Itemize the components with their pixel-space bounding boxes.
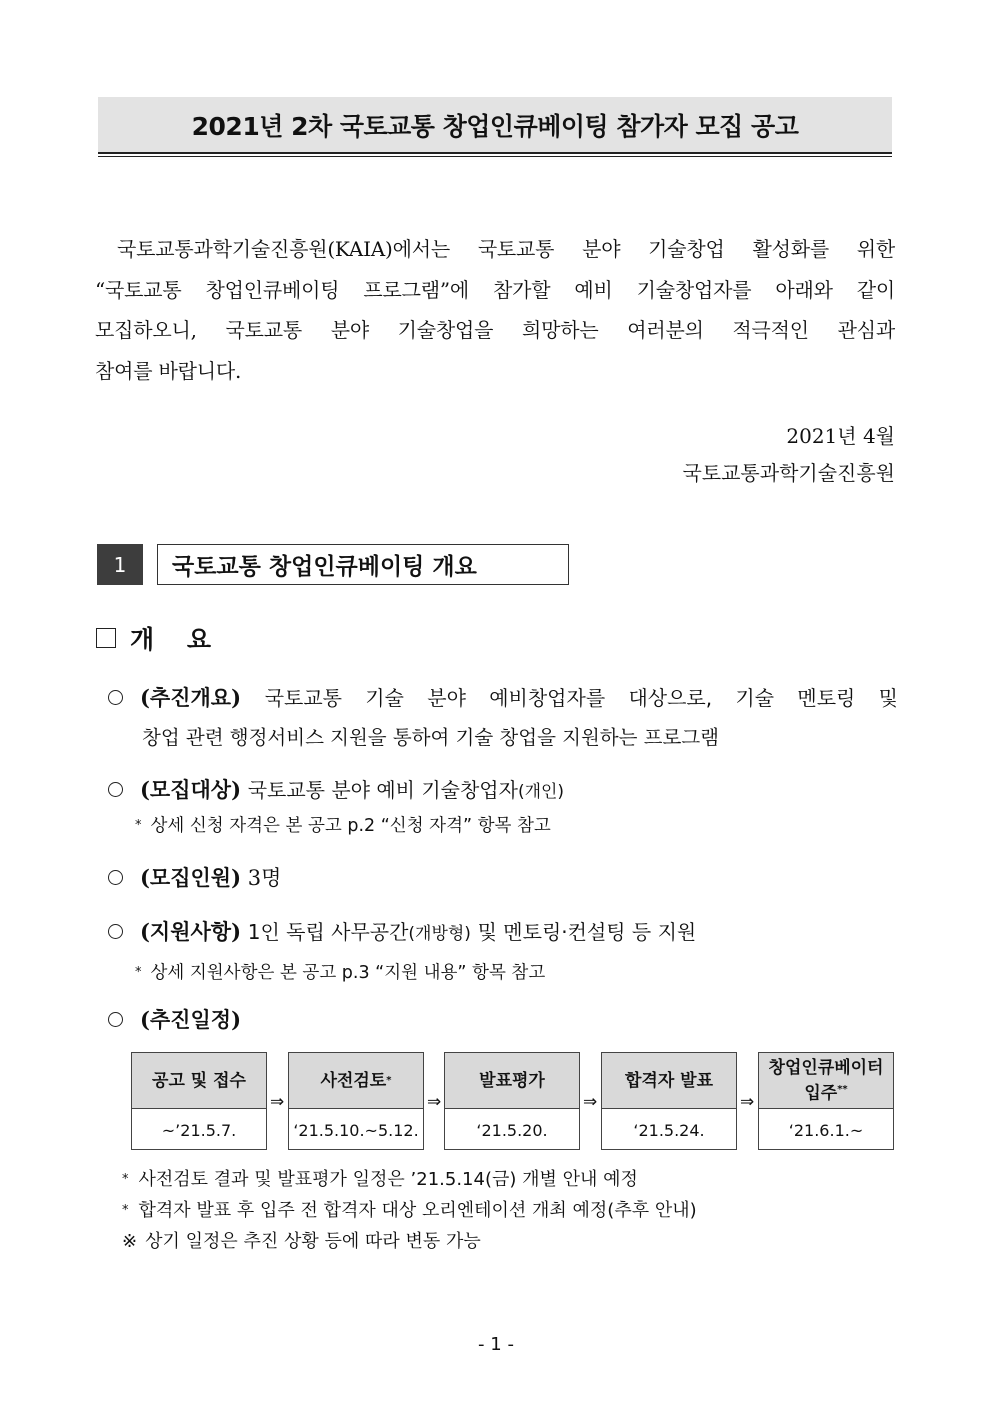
bullet-text: 1인 독립 사무공간 (247, 920, 409, 944)
asterisk-icon: * (122, 1203, 129, 1218)
reference-mark-icon: ※ (122, 1231, 138, 1252)
intro-paragraph (95, 229, 895, 391)
issuing-organization: 국토교통과학기술진흥원 (682, 461, 895, 485)
intro-line: 참여를 바랍니다. (95, 358, 242, 383)
intro-line: 모집하오니, 국토교통 분야 기술창업을 희망하는 여러분의 적극적인 관심과 (95, 318, 895, 342)
footnote: * 사전검토 결과 및 발표평가 일정은 ’21.5.14(금) 개별 안내 예정 (122, 1169, 638, 1190)
circle-bullet-icon (108, 690, 123, 705)
schedule-step (288, 1052, 424, 1150)
bullet-target (108, 770, 564, 812)
bullet-text: 국토교통 기술 분야 예비창업자를 대상으로, 기술 멘토링 및 (264, 686, 898, 710)
issue-date: 2021년 4월 (786, 424, 895, 448)
document-title: 2021년 2차 국토교통 창업인큐베이팅 참가자 모집 공고 (98, 97, 892, 152)
bullet-label: (모집인원) (140, 865, 242, 890)
subsection-heading (96, 620, 223, 656)
bullet-note (135, 812, 551, 837)
schedule-step-date: ‘21.5.10.~5.12. (293, 1120, 419, 1140)
schedule-footnotes (122, 1165, 697, 1256)
schedule-step-date: ‘21.5.24. (633, 1120, 705, 1140)
section-number: 1 (97, 544, 143, 585)
title-underline-thin (98, 156, 892, 157)
subsection-heading-text: 개 요 (130, 625, 224, 654)
circle-bullet-icon (108, 782, 123, 797)
right-arrow-icon: ⇒ (740, 1092, 755, 1112)
square-bullet-icon (96, 628, 116, 648)
bullet-label: (지원사항) (140, 919, 242, 944)
bullet-note (135, 959, 545, 984)
intro-line: “국토교통 창업인큐베이팅 프로그램”에 참가할 예비 기술창업자를 아래와 같이 (95, 277, 895, 302)
asterisk-icon: * (122, 1172, 129, 1187)
right-arrow-icon: ⇒ (427, 1092, 442, 1112)
bullet-overview (108, 678, 898, 758)
schedule-step-title: 사전검토 * (289, 1053, 423, 1109)
footnote: ※ 상기 일정은 추진 상황 등에 따라 변동 가능 (122, 1231, 481, 1252)
bullet-label: (추진개요) (140, 685, 242, 710)
bullet-schedule (108, 1000, 241, 1040)
right-arrow-icon: ⇒ (270, 1092, 285, 1112)
schedule-step-title: 공고 및 접수 (132, 1053, 266, 1109)
section-title: 국토교통 창업인큐베이팅 개요 (157, 544, 569, 585)
circle-bullet-icon (108, 924, 123, 939)
bullet-support (108, 912, 696, 954)
schedule-step-date: ‘21.5.20. (476, 1120, 548, 1140)
asterisk-icon: * (135, 818, 142, 833)
circle-bullet-icon (108, 1012, 123, 1027)
schedule-step (758, 1052, 894, 1150)
schedule-step-date: ‘21.6.1.~ (788, 1120, 864, 1140)
bullet-note-text: 상세 신청 자격은 본 공고 p.2 “신청 자격” 항목 참고 (150, 816, 551, 836)
bullet-headcount (108, 858, 281, 898)
bullet-text-small: (개방형) (408, 924, 471, 944)
bullet-text: 국토교통 분야 예비 기술창업자 (247, 778, 518, 802)
page-number: - 1 - (478, 1334, 514, 1355)
schedule-step (601, 1052, 737, 1150)
intro-line: 국토교통과학기술진흥원(KAIA)에서는 국토교통 분야 기술창업 활성화를 위한 (117, 237, 895, 261)
schedule-step (444, 1052, 580, 1150)
schedule-step (131, 1052, 267, 1150)
footnote: * 합격자 발표 후 입주 전 합격자 대상 오리엔테이션 개최 예정(추후 안내) (122, 1200, 697, 1221)
schedule-step-date: ~’21.5.7. (161, 1120, 237, 1140)
bullet-text: 3명 (247, 866, 282, 890)
bullet-label: (추진일정) (140, 1007, 242, 1032)
circle-bullet-icon (108, 870, 123, 885)
bullet-overview-line1 (108, 678, 898, 718)
title-underline (98, 152, 892, 154)
schedule-step-title: 발표평가 (445, 1053, 579, 1109)
schedule-step-title: 합격자 발표 (602, 1053, 736, 1109)
asterisk-icon: * (135, 965, 142, 980)
bullet-text-small: (개인) (517, 782, 565, 802)
bullet-note-text: 상세 지원사항은 본 공고 p.3 “지원 내용” 항목 참고 (150, 963, 546, 983)
schedule-step-title: 창업인큐베이터 입주** (759, 1053, 893, 1109)
right-arrow-icon: ⇒ (583, 1092, 598, 1112)
bullet-text: 및 멘토링·컨설팅 등 지원 (477, 920, 697, 944)
bullet-label: (모집대상) (140, 777, 242, 802)
bullet-overview-line2: 창업 관련 행정서비스 지원을 통하여 기술 창업을 지원하는 프로그램 (142, 726, 720, 749)
